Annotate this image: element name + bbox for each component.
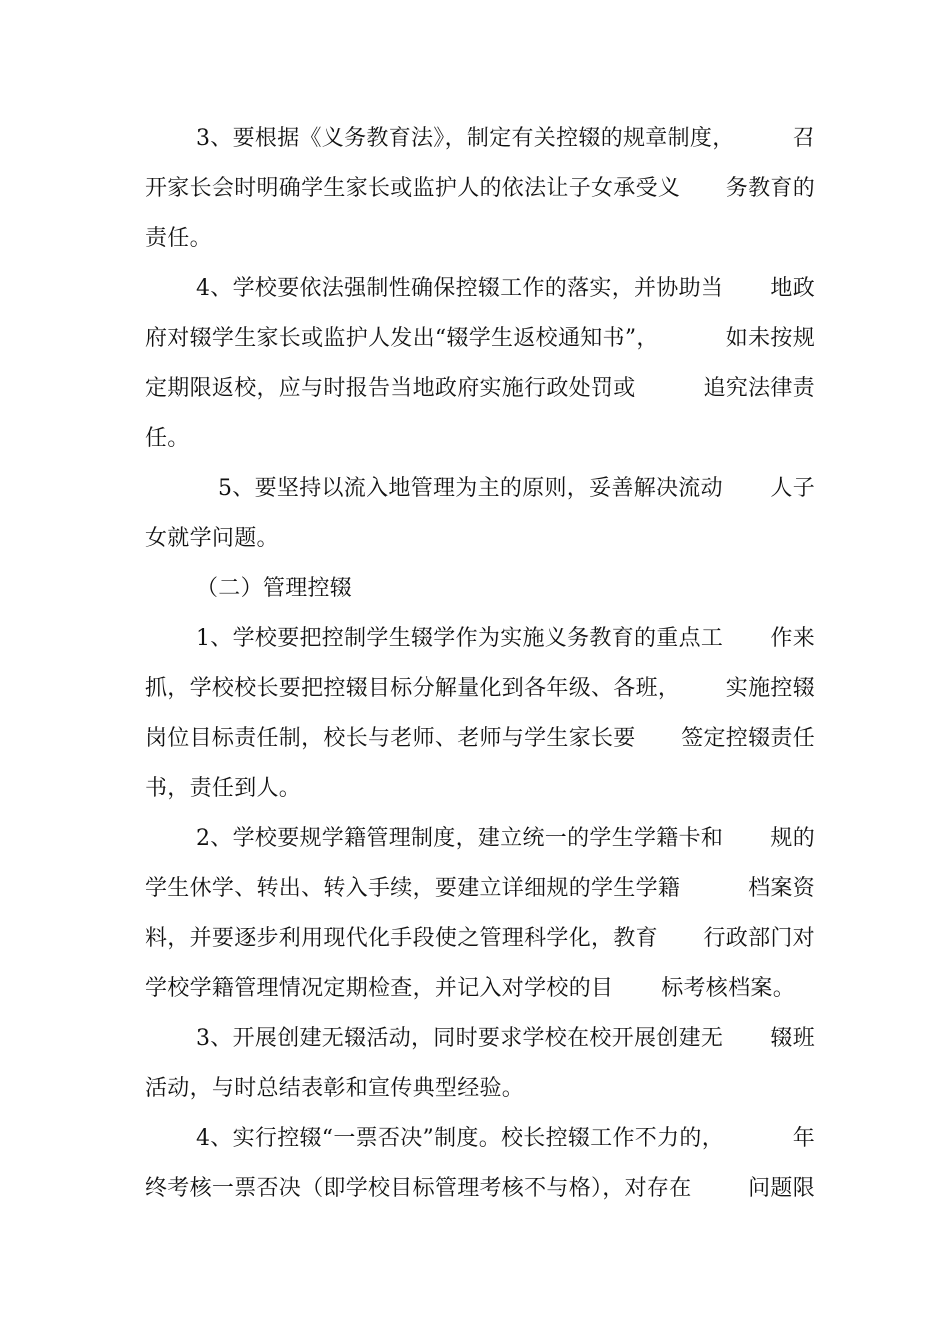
text-segment: 任。 xyxy=(145,426,190,451)
text-segment: 如未按规 xyxy=(725,326,815,351)
text-segment: 学校学籍管理情况定期检查，并记入对学校的目 xyxy=(145,976,614,1001)
text-line xyxy=(145,1074,524,1104)
text-line xyxy=(196,624,815,654)
text-line xyxy=(145,774,301,804)
text-segment: 问题限 xyxy=(748,1176,815,1201)
text-segment: 辍班 xyxy=(770,1026,815,1051)
text-line xyxy=(145,424,190,454)
text-segment: 岗位目标责任制，校长与老师、老师与学生家长要 xyxy=(145,726,636,751)
text-segment: 3、要根据《义务教育法》，制定有关控辍的规章制度， xyxy=(196,126,735,151)
text-segment: 务教育的 xyxy=(725,176,815,201)
text-segment: 人子 xyxy=(770,476,815,501)
text-line xyxy=(145,724,815,754)
text-segment: 实施控辍 xyxy=(725,676,815,701)
section-heading xyxy=(196,574,352,604)
text-line xyxy=(145,974,795,1004)
text-segment: 料，并要逐步利用现代化手段使之管理科学化，教育 xyxy=(145,926,658,951)
text-line xyxy=(196,1024,815,1054)
text-line xyxy=(196,1124,815,1154)
text-line xyxy=(145,674,815,704)
text-line xyxy=(145,324,815,354)
text-segment: 4、实行控辍“一票否决”制度。校长控辍工作不力的， xyxy=(196,1126,724,1151)
text-line xyxy=(196,124,815,154)
text-segment: 1、学校要把控制学生辍学作为实施义务教育的重点工 xyxy=(196,626,724,651)
text-segment: 活动，与时总结表彰和宣传典型经验。 xyxy=(145,1076,525,1101)
text-line xyxy=(145,924,815,954)
text-segment: （二）管理控辍 xyxy=(196,576,353,601)
text-segment: 标考核档案。 xyxy=(661,976,795,1001)
text-segment: 2、学校要规学籍管理制度，建立统一的学生学籍卡和 xyxy=(196,826,724,851)
text-segment: 签定控辍责任 xyxy=(681,726,815,751)
text-segment: 定期限返校，应与时报告当地政府实施行政处罚或 xyxy=(145,376,636,401)
text-line xyxy=(145,524,279,554)
text-segment: 女就学问题。 xyxy=(145,526,279,551)
text-segment: 4、学校要依法强制性确保控辍工作的落实，并协助当 xyxy=(196,276,724,301)
text-line xyxy=(196,274,815,304)
text-segment: 学生休学、转出、转入手续，要建立详细规的学生学籍 xyxy=(145,876,681,901)
text-segment: 5、要坚持以流入地管理为主的原则，妥善解决流动 xyxy=(218,476,723,501)
text-line xyxy=(145,1174,815,1204)
text-segment: 3、开展创建无辍活动，同时要求学校在校开展创建无 xyxy=(196,1026,724,1051)
text-line xyxy=(218,474,815,504)
text-line xyxy=(145,224,212,254)
text-segment: 地政 xyxy=(770,276,815,301)
text-segment: 开家长会时明确学生家长或监护人的依法让子女承受义 xyxy=(145,176,681,201)
text-line xyxy=(196,824,815,854)
text-segment: 追究法律责 xyxy=(703,376,815,401)
text-line xyxy=(145,374,815,404)
text-line xyxy=(145,174,815,204)
text-segment: 抓，学校校长要把控辍目标分解量化到各年级、各班， xyxy=(145,676,681,701)
text-segment: 召 xyxy=(792,126,815,151)
text-segment: 年 xyxy=(792,1126,815,1151)
text-segment: 终考核一票否决（即学校目标管理考核不与格），对存在 xyxy=(145,1176,692,1201)
text-segment: 档案资 xyxy=(748,876,815,901)
text-segment: 府对辍学生家长或监护人发出“辍学生返校通知书”， xyxy=(145,326,659,351)
text-segment: 书，责任到人。 xyxy=(145,776,302,801)
text-segment: 作来 xyxy=(770,626,815,651)
text-segment: 行政部门对 xyxy=(703,926,815,951)
text-line xyxy=(145,874,815,904)
text-segment: 规的 xyxy=(770,826,815,851)
text-segment: 责任。 xyxy=(145,226,212,251)
